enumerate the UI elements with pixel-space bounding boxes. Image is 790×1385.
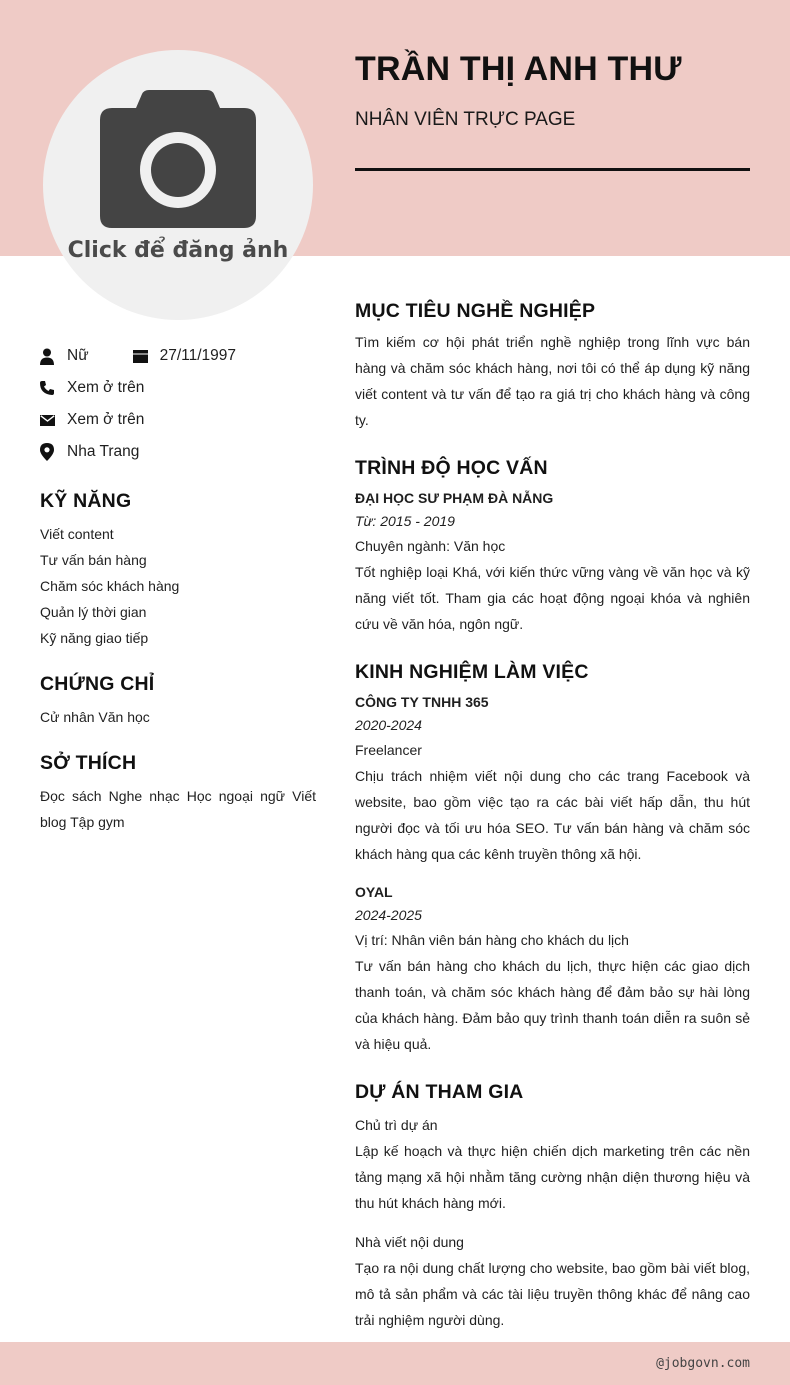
education-title: TRÌNH ĐỘ HỌC VẤN [355, 457, 548, 479]
hobbies-title: SỞ THÍCH [40, 752, 137, 774]
footer-brand: @jobgovn.com [656, 1356, 750, 1371]
job-description: Chịu trách nhiệm viết nội dung cho các trang Facebook và website, bao gồm việc tạo ra các bài viết hấp dẫn, thu hút người đọc và tối ưu hóa SEO. Tư vấn bán hàng và chăm sóc khách hàng qua các kênh truyền thông xã hội. [355, 768, 750, 862]
project-role: Chủ trì dự án [355, 1117, 438, 1133]
objective-text: Tìm kiếm cơ hội phát triển nghề nghiệp trong lĩnh vực bán hàng và chăm sóc khách hàng, nơi tôi có thể áp dụng kỹ năng viết content và tư vấn để tạo ra giá trị cho khách hàng và công ty. [355, 334, 750, 428]
project-description: Lập kế hoạch và thực hiện chiến dịch marketing trên các nền tảng mạng xã hội nhằm tăng cường nhận diện thương hiệu và thu hút khách hàng mới. [355, 1143, 750, 1211]
experience-title: KINH NGHIỆM LÀM VIỆC [355, 661, 589, 683]
certificates-title: CHỨNG CHỈ [40, 673, 155, 695]
birthdate-value: 27/11/1997 [159, 347, 237, 364]
title-divider [355, 168, 750, 171]
list-item: Quản lý thời gian [40, 604, 147, 620]
company-name: OYAL [355, 884, 393, 900]
mail-icon [40, 415, 67, 426]
avatar-caption: Click để đăng ảnh [67, 238, 289, 263]
project-description: Tạo ra nội dung chất lượng cho website, bao gồm bài viết blog, mô tả sản phẩm và các tài liệu truyền thông khác để nâng cao trải nghiệm người dùng. [355, 1260, 750, 1328]
left-column [40, 340, 316, 835]
list-item: Viết content [40, 526, 114, 542]
job-period: 2020-2024 [355, 717, 422, 733]
phone-item [40, 372, 316, 404]
project-entry [355, 1112, 750, 1216]
list-item: Cử nhân Văn học [40, 709, 150, 725]
education-period: Từ: 2015 - 2019 [355, 513, 455, 529]
job-period: 2024-2025 [355, 907, 422, 923]
projects-title: DỰ ÁN THAM GIA [355, 1081, 524, 1103]
email-value: Xem ở trên [67, 411, 145, 428]
project-role: Nhà viết nội dung [355, 1234, 464, 1250]
job-description: Tư vấn bán hàng cho khách du lịch, thực hiện các giao dịch thanh toán, và chăm sóc khách hàng để đảm bảo sự hài lòng của khách hàng. Đảm bảo quy trình thanh toán diễn ra suôn sẻ và hiệu quả. [355, 958, 750, 1052]
hobbies-text: Đọc sách Nghe nhạc Học ngoại ngữ Viết blog Tập gym [40, 788, 316, 830]
address-value: Nha Trang [67, 443, 140, 460]
education-description: Tốt nghiệp loại Khá, với kiến thức vững vàng về văn học và kỹ năng viết tốt. Tham gia các hoạt động ngoại khóa và nghiên cứu về văn hóa, ngôn ngữ. [355, 564, 750, 632]
gender-item [40, 347, 89, 365]
person-icon [40, 348, 67, 365]
skills-list [40, 521, 316, 651]
camera-icon [96, 88, 260, 232]
phone-value: Xem ở trên [67, 379, 145, 396]
address-item [40, 436, 316, 468]
company-name: CÔNG TY TNHH 365 [355, 694, 489, 710]
list-item: Chăm sóc khách hàng [40, 578, 180, 594]
list-item: Tư vấn bán hàng [40, 552, 147, 568]
job-title: NHÂN VIÊN TRỰC PAGE [355, 109, 576, 130]
school-name: ĐẠI HỌC SƯ PHẠM ĐÀ NẴNG [355, 490, 554, 506]
job-role: Vị trí: Nhân viên bán hàng cho khách du lịch [355, 932, 629, 948]
phone-icon [40, 381, 67, 395]
right-column [355, 300, 750, 1333]
calendar-icon [133, 350, 160, 363]
job-role: Freelancer [355, 742, 422, 758]
email-item [40, 404, 316, 436]
job-entry [355, 880, 750, 1057]
project-entry [355, 1229, 750, 1333]
location-pin-icon [40, 443, 67, 461]
skills-title: KỸ NĂNG [40, 490, 132, 512]
gender-value: Nữ [67, 347, 89, 364]
education-major: Chuyên ngành: Văn học [355, 538, 506, 554]
job-entry [355, 690, 750, 867]
certificates-list [40, 704, 316, 730]
info-row-gender-birth [40, 340, 316, 372]
candidate-name: TRẦN THỊ ANH THƯ [355, 50, 682, 88]
avatar-upload[interactable] [43, 50, 313, 320]
objective-title: MỤC TIÊU NGHỀ NGHIỆP [355, 300, 596, 322]
list-item: Kỹ năng giao tiếp [40, 630, 149, 646]
birthdate-item [133, 347, 236, 365]
